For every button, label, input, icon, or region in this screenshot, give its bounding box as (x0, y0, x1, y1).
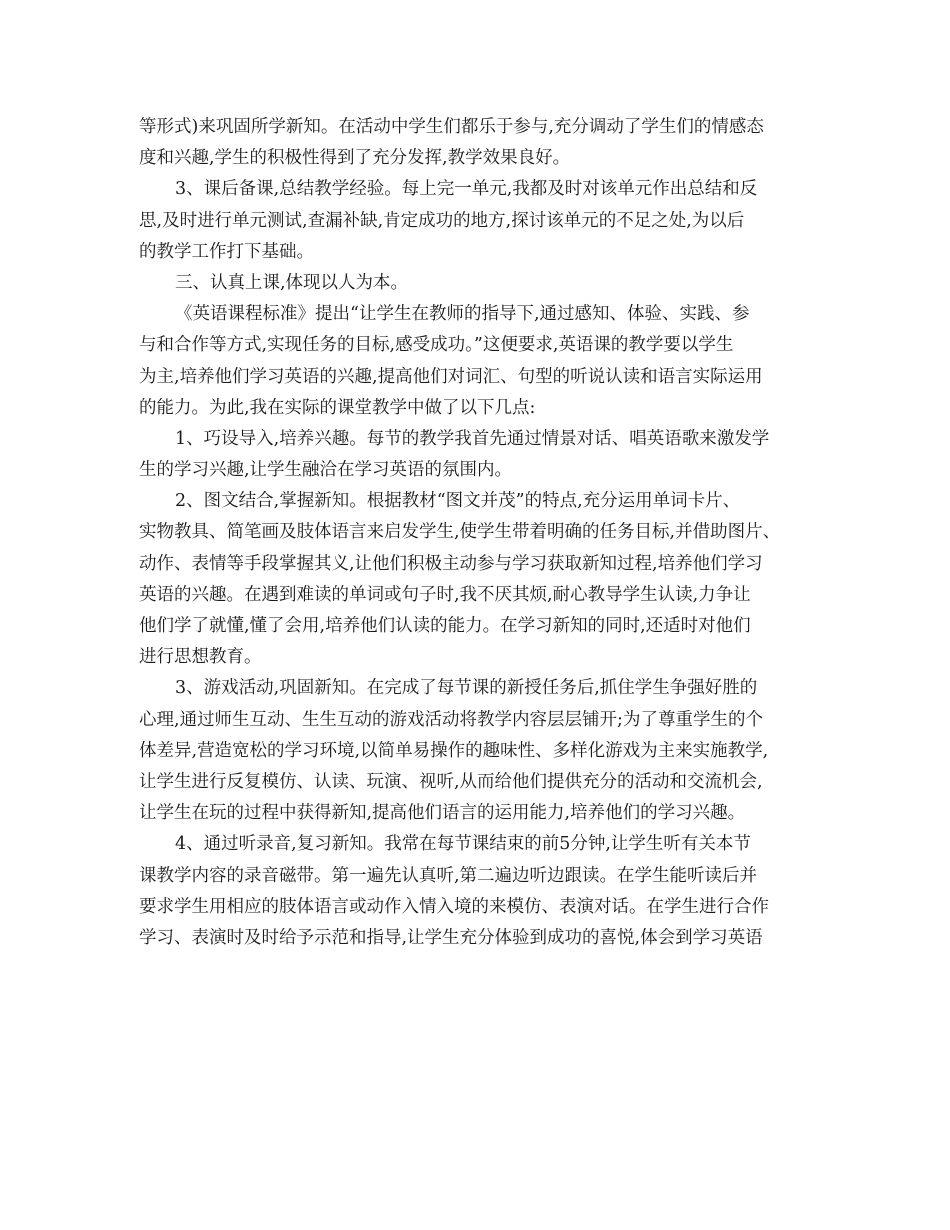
text-line: 他们学了就懂,懂了会用,培养他们认读的能力。在学习新知的同时,还适时对他们 (139, 616, 751, 636)
text-line: 等形式)来巩固所学新知。在活动中学生们都乐于参与,充分调动了学生们的情感态 (139, 117, 764, 137)
text-line: 英语的兴趣。在遇到难读的单词或句子时,我不厌其烦,耐心教导学生认读,力争让 (139, 584, 751, 605)
text-line: 心理,通过师生互动、生生互动的游戏活动将教学内容层层铺开;为了尊重学生的个 (139, 709, 763, 730)
text-line: 为主,培养他们学习英语的兴趣,提高他们对词汇、句型的听说认读和语言实际运用 (139, 366, 763, 387)
paragraph-first-line: 《英语课程标准》提出“让学生在教师的指导下,通过感知、体验、实践、参 (175, 304, 750, 325)
text-line: 课教学内容的录音磁带。第一遍先认真听,第二遍边听边跟读。在学生能听读后并 (139, 865, 758, 886)
text-line: 进行思想教育。 (139, 647, 262, 668)
paragraph-first-line: 三、认真上课,体现以人为本。 (175, 272, 409, 293)
paragraph-first-line: 3、游戏活动,巩固新知。在完成了每节课的新授任务后,抓住学生争强好胜的 (175, 678, 758, 699)
document-body-text (139, 112, 829, 954)
text-line: 体差异,营造宽松的学习环境,以简单易操作的趣味性、多样化游戏为主来实施教学, (139, 740, 769, 761)
text-line: 实物教具、简笔画及肢体语言来启发学生,使学生带着明确的任务目标,并借助图片、 (139, 522, 781, 543)
text-line: 要求学生用相应的肢体语言或动作入情入境的来模仿、表演对话。在学生进行合作 (139, 896, 769, 917)
text-line: 动作、表情等手段掌握其义,让他们积极主动参与学习获取新知过程,培养他们学习 (139, 553, 763, 574)
paragraph-first-line: 2、图文结合,掌握新知。根据教材“图文并茂”的特点,充分运用单词卡片、 (175, 491, 741, 512)
text-line: 让学生进行反复模仿、认读、玩演、视听,从而给他们提供充分的活动和交流机会, (139, 771, 763, 792)
paragraph-first-line: 1、巧设导入,培养兴趣。每节的教学我首先通过情景对话、唱英语歌来激发学 (175, 428, 770, 449)
text-line: 学习、表演时及时给予示范和指导,让学生充分体验到成功的喜悦,体会到学习英语 (139, 927, 763, 948)
text-line: 思,及时进行单元测试,查漏补缺,肯定成功的地方,探讨该单元的不足之处,为以后 (139, 210, 745, 231)
text-line: 让学生在玩的过程中获得新知,提高他们语言的运用能力,培养他们的学习兴趣。 (139, 803, 746, 824)
text-line: 与和合作等方式,实现任务的目标,感受成功。”这便要求,英语课的教学要以学生 (139, 335, 734, 356)
text-line: 生的学习兴趣,让学生融洽在学习英语的氛围内。 (139, 460, 513, 481)
text-line: 度和兴趣,学生的积极性得到了充分发挥,教学效果良好。 (139, 148, 571, 169)
text-line: 的教学工作打下基础。 (139, 241, 314, 262)
paragraph-first-line: 4、通过听录音,复习新知。我常在每节课结束的前5分钟,让学生听有关本节 (175, 834, 751, 855)
text-line: 的能力。为此,我在实际的课堂教学中做了以下几点: (139, 397, 536, 418)
paragraph-first-line: 3、课后备课,总结教学经验。每上完一单元,我都及时对该单元作出总结和反 (175, 179, 758, 200)
